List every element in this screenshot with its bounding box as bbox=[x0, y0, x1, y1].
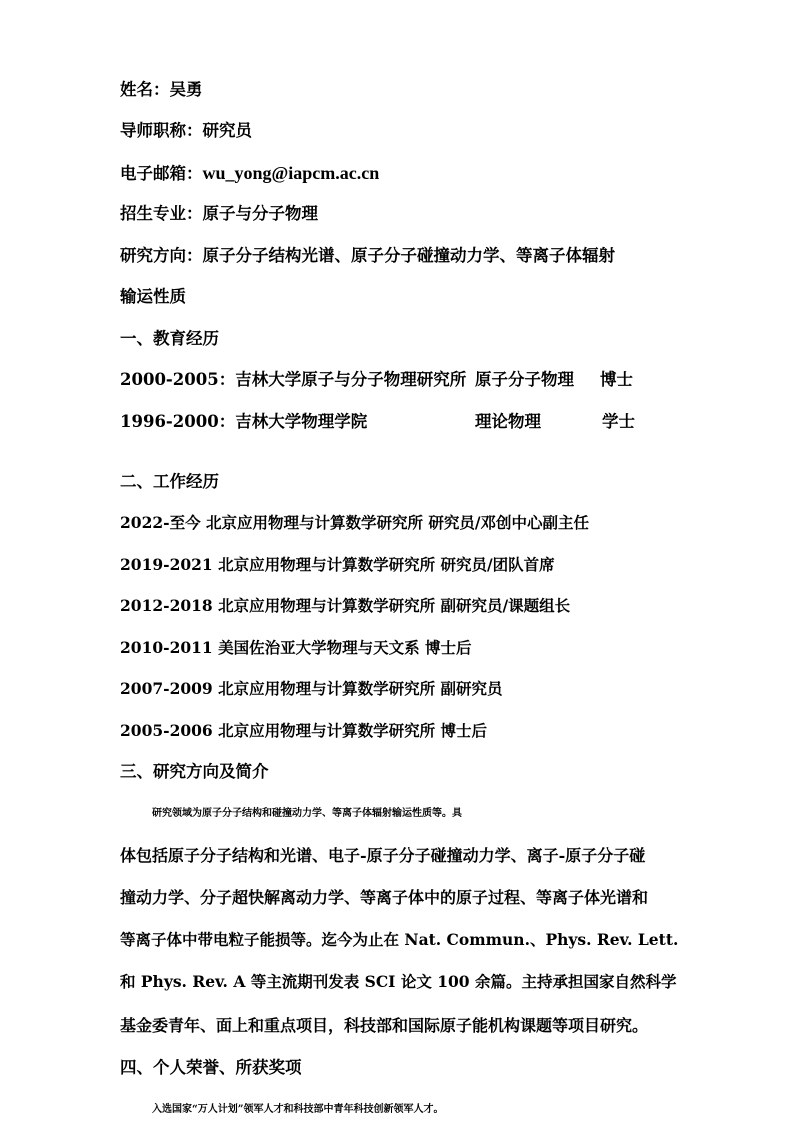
research-direction-line-1: 研究方向：原子分子结构光谱、原子分子碰撞动力学、等离子体辐射 bbox=[120, 246, 615, 265]
research-paragraph-line: 体包括原子分子结构和光谱、电子-原子分子碰撞动力学、离子-原子分子碰 bbox=[120, 846, 646, 865]
research-paragraph-line: 等离子体中带电粒子能损等。迄今为止在 Nat. Commun.、Phys. Rev. Lett. bbox=[120, 930, 679, 949]
research-paragraph-line: 研究领域为原子分子结构和碰撞动力学、等离子体辐射输运性质等。具 bbox=[152, 808, 462, 819]
title-line: 导师职称：研究员 bbox=[120, 121, 252, 140]
work-row: 2010-2011 美国佐治亚大学物理与天文系 博士后 bbox=[120, 638, 472, 657]
work-row: 2005-2006 北京应用物理与计算数学研究所 博士后 bbox=[120, 721, 488, 740]
education-degree: 博士 bbox=[600, 370, 633, 389]
research-heading: 三、研究方向及简介 bbox=[120, 762, 269, 781]
honors-paragraph-line: 入选国家“万人计划”领军人才和科技部中青年科技创新领军人才。 bbox=[152, 1104, 444, 1115]
work-heading: 二、工作经历 bbox=[120, 472, 219, 491]
email-label: 电子邮箱： bbox=[120, 164, 203, 183]
honors-heading: 四、个人荣誉、所获奖项 bbox=[120, 1058, 302, 1077]
research-paragraph-line: 撞动力学、分子超快解离动力学、等离子体中的原子过程、等离子体光谱和 bbox=[120, 888, 649, 907]
work-row: 2022-至今 北京应用物理与计算数学研究所 研究员/邓创中心副主任 bbox=[120, 513, 590, 532]
work-row: 2012-2018 北京应用物理与计算数学研究所 副研究员/课题组长 bbox=[120, 596, 571, 615]
education-major: 理论物理 bbox=[475, 412, 541, 431]
email-address: wu_yong@iapcm.ac.cn bbox=[202, 163, 380, 183]
research-paragraph-line: 和 Phys. Rev. A 等主流期刊发表 SCI 论文 100 余篇。主持承担国家自然科学 bbox=[120, 972, 677, 991]
major-line: 招生专业：原子与分子物理 bbox=[120, 204, 318, 223]
education-major: 原子分子物理 bbox=[475, 370, 574, 389]
education-period: 2000-2005：吉林大学原子与分子物理研究所 bbox=[120, 370, 467, 389]
work-row: 2019-2021 北京应用物理与计算数学研究所 研究员/团队首席 bbox=[120, 555, 555, 574]
email-line bbox=[120, 163, 379, 184]
research-paragraph-line: 基金委青年、面上和重点项目，科技部和国际原子能机构课题等项目研究。 bbox=[120, 1016, 649, 1035]
education-degree: 学士 bbox=[602, 412, 635, 431]
work-row: 2007-2009 北京应用物理与计算数学研究所 副研究员 bbox=[120, 679, 503, 698]
education-heading: 一、教育经历 bbox=[120, 329, 219, 348]
research-direction-line-2: 输运性质 bbox=[120, 287, 186, 306]
name-line: 姓名：吴勇 bbox=[120, 80, 203, 99]
education-period: 1996-2000：吉林大学物理学院 bbox=[120, 412, 368, 431]
